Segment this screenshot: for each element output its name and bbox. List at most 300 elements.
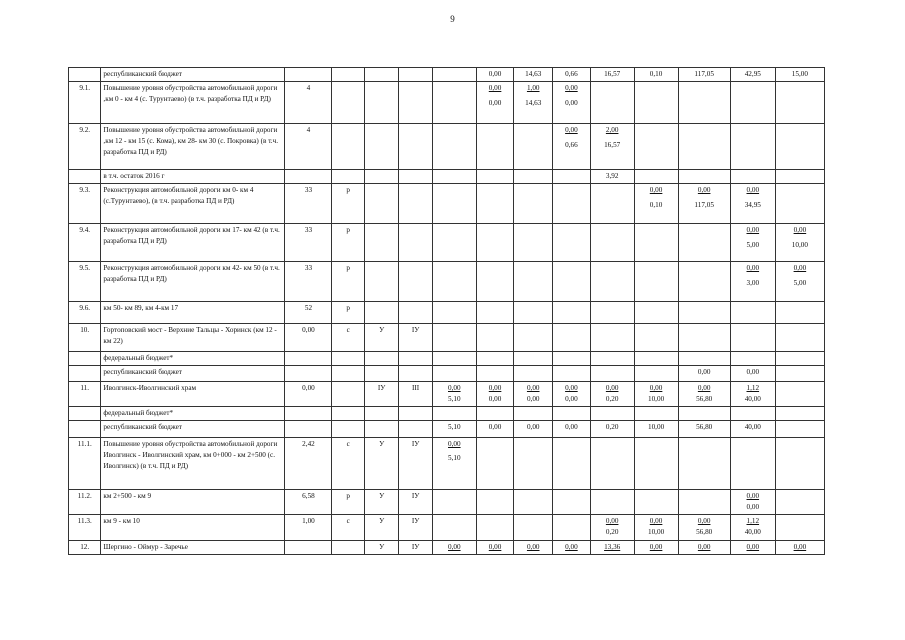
year-value-cell <box>432 438 476 490</box>
year-value-cell <box>476 352 514 366</box>
surface-type: IУ <box>399 515 432 541</box>
length-value <box>285 541 332 555</box>
amount <box>733 439 773 450</box>
surface-type <box>399 366 432 382</box>
amount: 0,00 <box>746 186 760 194</box>
year-value-cell <box>634 407 678 421</box>
work-type: р <box>332 262 364 302</box>
year-value-cell <box>553 224 591 262</box>
year-value-cell <box>553 302 591 324</box>
year-value-cell <box>775 421 824 438</box>
amount <box>637 303 676 314</box>
amount: 10,00 <box>647 423 665 431</box>
object-name: Реконструкция автомобильной дороги км 17- км 42 (в т.ч. разработка ПД и РД) <box>101 224 285 262</box>
year-value-cell <box>590 490 634 515</box>
year-value-cell <box>775 170 824 184</box>
amount <box>435 83 474 94</box>
year-value-cell <box>476 382 514 407</box>
amount <box>778 325 822 336</box>
amount <box>637 225 676 236</box>
object-name: км 2+500 - км 9 <box>101 490 285 515</box>
amount <box>555 502 588 513</box>
amount <box>479 140 512 151</box>
amount: 0,00 <box>565 126 578 134</box>
year-value-cell <box>678 224 730 262</box>
amount <box>681 491 728 502</box>
year-value-cell <box>634 382 678 407</box>
year-value-cell <box>553 170 591 184</box>
row-number: 9.4. <box>69 224 101 262</box>
amount <box>435 516 474 527</box>
amount <box>479 502 512 513</box>
amount <box>479 439 512 450</box>
year-value-cell <box>590 224 634 262</box>
category: У <box>364 515 399 541</box>
amount <box>479 278 512 289</box>
amount <box>516 353 550 364</box>
amount <box>435 491 474 502</box>
amount: 0,10 <box>649 70 663 78</box>
amount <box>681 171 728 182</box>
amount: 0,00 <box>746 264 760 272</box>
object-name: км 50- км 89, км 4-км 17 <box>101 302 285 324</box>
object-name: Шергино - Оймур - Заречье <box>101 541 285 555</box>
length-value: 2,42 <box>285 438 332 490</box>
amount <box>435 303 474 314</box>
amount <box>555 185 588 196</box>
year-value-cell <box>730 352 775 366</box>
table-row <box>69 421 825 438</box>
year-value-cell <box>634 324 678 352</box>
length-value: 4 <box>285 124 332 170</box>
amount: 34,95 <box>744 201 761 209</box>
amount <box>516 263 550 274</box>
amount <box>593 453 632 464</box>
work-type: р <box>332 490 364 515</box>
work-type: р <box>332 224 364 262</box>
surface-type: IУ <box>399 490 432 515</box>
year-value-cell <box>432 407 476 421</box>
year-value-cell <box>775 224 824 262</box>
year-value-cell <box>514 352 553 366</box>
year-value-cell <box>514 170 553 184</box>
amount <box>435 240 474 251</box>
amount <box>516 200 550 211</box>
work-type <box>332 382 364 407</box>
length-value: 52 <box>285 302 332 324</box>
year-value-cell <box>553 352 591 366</box>
year-value-cell <box>775 352 824 366</box>
amount <box>681 125 728 136</box>
object-name: Повышение уровня обустройства автомобильной дороги Иволгинск - Иволгинский храм, км 0+000 - км 2+500 (с. Иволгинск) (в т.ч. ПД и РД) <box>101 438 285 490</box>
amount <box>778 367 822 378</box>
table-row <box>69 515 825 541</box>
amount: 5,10 <box>448 423 461 431</box>
row-number <box>69 170 101 184</box>
amount <box>435 171 474 182</box>
year-value-cell <box>590 366 634 382</box>
year-value-cell <box>432 324 476 352</box>
object-name: республиканский бюджет <box>101 68 285 82</box>
amount <box>681 240 728 251</box>
amount <box>516 439 550 450</box>
year-value-cell <box>432 224 476 262</box>
amount <box>637 171 676 182</box>
amount <box>593 439 632 450</box>
amount: 40,00 <box>744 528 761 536</box>
amount: 0,00 <box>649 517 663 525</box>
year-value-cell <box>432 184 476 224</box>
year-value-cell <box>553 421 591 438</box>
year-value-cell <box>514 407 553 421</box>
object-name: Реконструкция автомобильной дороги км 0- км 4 (с.Турунтаево), (в т.ч. разработка ПД и РД) <box>101 184 285 224</box>
year-value-cell <box>678 541 730 555</box>
amount <box>555 453 588 464</box>
year-value-cell <box>634 124 678 170</box>
amount <box>637 502 676 513</box>
amount <box>435 263 474 274</box>
year-value-cell <box>432 490 476 515</box>
year-value-cell <box>775 262 824 302</box>
year-value-cell <box>775 324 824 352</box>
year-value-cell <box>730 82 775 124</box>
row-number: 10. <box>69 324 101 352</box>
year-value-cell <box>678 366 730 382</box>
amount <box>778 516 822 527</box>
year-value-cell <box>553 124 591 170</box>
year-value-cell <box>730 421 775 438</box>
row-number: 9.6. <box>69 302 101 324</box>
year-value-cell <box>553 382 591 407</box>
year-value-cell <box>476 82 514 124</box>
amount: 0,66 <box>565 70 578 78</box>
year-value-cell <box>476 438 514 490</box>
amount: 0,00 <box>488 84 502 92</box>
surface-type <box>399 421 432 438</box>
table-row <box>69 324 825 352</box>
row-number <box>69 68 101 82</box>
year-value-cell <box>476 262 514 302</box>
amount <box>637 83 676 94</box>
category <box>364 366 399 382</box>
row-number <box>69 366 101 382</box>
year-value-cell <box>432 262 476 302</box>
length-value: 6,58 <box>285 490 332 515</box>
year-value-cell <box>775 366 824 382</box>
amount <box>555 527 588 538</box>
amount <box>637 439 676 450</box>
amount: 0,00 <box>793 226 807 234</box>
amount: 0,00 <box>746 492 760 500</box>
year-value-cell <box>476 421 514 438</box>
year-value-cell <box>775 407 824 421</box>
surface-type <box>399 68 432 82</box>
amount <box>778 83 822 94</box>
amount <box>593 303 632 314</box>
amount <box>516 278 550 289</box>
object-name: Повышение уровня обустройства автомобильной дороги ,км 0 - км 4 (с. Турунтаево) (в т.ч. разработка ПД и РД) <box>101 82 285 124</box>
year-value-cell <box>634 170 678 184</box>
year-value-cell <box>476 302 514 324</box>
amount <box>733 98 773 109</box>
amount: 1,12 <box>746 517 760 525</box>
year-value-cell <box>432 302 476 324</box>
amount <box>681 325 728 336</box>
amount: 16,57 <box>604 70 621 78</box>
year-value-cell <box>678 407 730 421</box>
table-row <box>69 124 825 170</box>
amount <box>778 353 822 364</box>
year-value-cell <box>730 490 775 515</box>
amount <box>516 408 550 419</box>
category <box>364 170 399 184</box>
amount <box>593 491 632 502</box>
table-row <box>69 82 825 124</box>
year-value-cell <box>730 366 775 382</box>
amount <box>593 263 632 274</box>
surface-type <box>399 262 432 302</box>
year-value-cell <box>775 541 824 555</box>
work-type <box>332 82 364 124</box>
amount <box>435 367 474 378</box>
amount <box>435 200 474 211</box>
amount <box>593 225 632 236</box>
amount <box>516 367 550 378</box>
amount <box>516 516 550 527</box>
table-row <box>69 407 825 421</box>
amount: 0,00 <box>565 99 578 107</box>
object-name: Реконструкция автомобильной дороги км 42- км 50 (в т.ч. разработка ПД и РД) <box>101 262 285 302</box>
object-name: федеральный бюджет* <box>101 352 285 366</box>
year-value-cell <box>730 68 775 82</box>
length-value: 1,00 <box>285 515 332 541</box>
amount <box>778 422 822 433</box>
year-value-cell <box>432 124 476 170</box>
year-value-cell <box>590 170 634 184</box>
amount <box>733 171 773 182</box>
amount: 117,05 <box>694 70 714 78</box>
amount <box>593 83 632 94</box>
amount <box>637 263 676 274</box>
work-type <box>332 124 364 170</box>
amount <box>637 353 676 364</box>
year-value-cell <box>730 382 775 407</box>
amount <box>479 200 512 211</box>
amount <box>733 125 773 136</box>
surface-type: IУ <box>399 541 432 555</box>
amount: 1,12 <box>746 384 760 392</box>
row-number: 12. <box>69 541 101 555</box>
category <box>364 262 399 302</box>
amount <box>516 502 550 513</box>
amount: 1,00 <box>526 84 540 92</box>
work-type: р <box>332 302 364 324</box>
year-value-cell <box>634 421 678 438</box>
table-row <box>69 68 825 82</box>
year-value-cell <box>678 438 730 490</box>
year-value-cell <box>514 124 553 170</box>
year-value-cell <box>476 515 514 541</box>
year-value-cell <box>678 124 730 170</box>
length-value <box>285 421 332 438</box>
amount <box>778 383 822 394</box>
amount <box>778 140 822 151</box>
amount: 56,80 <box>696 528 713 536</box>
amount: 0,00 <box>649 186 663 194</box>
year-value-cell <box>634 490 678 515</box>
year-value-cell <box>432 366 476 382</box>
amount: 0,00 <box>448 384 461 392</box>
year-value-cell <box>476 366 514 382</box>
surface-type <box>399 124 432 170</box>
table-row <box>69 170 825 184</box>
amount: 0,00 <box>448 543 461 551</box>
work-type: р <box>332 184 364 224</box>
amount: 0,00 <box>649 384 663 392</box>
year-value-cell <box>730 224 775 262</box>
table-row <box>69 352 825 366</box>
year-value-cell <box>514 262 553 302</box>
amount: 0,00 <box>649 543 663 551</box>
year-value-cell <box>590 352 634 366</box>
amount: 0,00 <box>565 423 578 431</box>
year-value-cell <box>678 382 730 407</box>
year-value-cell <box>590 421 634 438</box>
amount <box>479 491 512 502</box>
amount <box>479 171 512 182</box>
year-value-cell <box>514 515 553 541</box>
budget-table <box>68 67 825 555</box>
surface-type <box>399 302 432 324</box>
year-value-cell <box>775 490 824 515</box>
category: IУ <box>364 382 399 407</box>
object-name: в т.ч. остаток 2016 г <box>101 170 285 184</box>
amount <box>778 303 822 314</box>
category <box>364 421 399 438</box>
amount <box>681 98 728 109</box>
year-value-cell <box>432 170 476 184</box>
amount: 10,00 <box>791 241 808 249</box>
amount <box>555 367 588 378</box>
year-value-cell <box>775 184 824 224</box>
year-value-cell <box>730 184 775 224</box>
year-value-cell <box>634 541 678 555</box>
amount <box>555 263 588 274</box>
category: У <box>364 490 399 515</box>
surface-type <box>399 224 432 262</box>
amount <box>778 98 822 109</box>
category <box>364 224 399 262</box>
amount <box>637 140 676 151</box>
category: У <box>364 438 399 490</box>
amount <box>681 225 728 236</box>
year-value-cell <box>634 262 678 302</box>
year-value-cell <box>476 124 514 170</box>
category <box>364 302 399 324</box>
work-type: с <box>332 438 364 490</box>
amount <box>593 278 632 289</box>
amount: 0,00 <box>565 395 578 403</box>
amount <box>479 240 512 251</box>
amount <box>593 325 632 336</box>
surface-type <box>399 82 432 124</box>
year-value-cell <box>775 68 824 82</box>
year-value-cell <box>730 515 775 541</box>
amount: 5,10 <box>448 395 461 403</box>
row-number: 11.2. <box>69 490 101 515</box>
length-value: 0,00 <box>285 382 332 407</box>
year-value-cell <box>678 262 730 302</box>
amount <box>681 453 728 464</box>
amount: 0,00 <box>697 517 711 525</box>
amount: 0,00 <box>488 395 502 403</box>
year-value-cell <box>590 324 634 352</box>
amount <box>479 125 512 136</box>
work-type <box>332 170 364 184</box>
surface-type <box>399 170 432 184</box>
amount <box>637 240 676 251</box>
year-value-cell <box>678 490 730 515</box>
work-type <box>332 366 364 382</box>
year-value-cell <box>678 352 730 366</box>
surface-type: III <box>399 382 432 407</box>
amount <box>681 439 728 450</box>
year-value-cell <box>775 302 824 324</box>
amount <box>435 225 474 236</box>
amount <box>435 353 474 364</box>
amount <box>681 263 728 274</box>
amount <box>637 125 676 136</box>
amount: 117,05 <box>694 201 714 209</box>
year-value-cell <box>634 68 678 82</box>
amount <box>681 83 728 94</box>
length-value <box>285 68 332 82</box>
amount: 0,00 <box>697 368 711 376</box>
year-value-cell <box>553 82 591 124</box>
amount <box>516 171 550 182</box>
year-value-cell <box>476 541 514 555</box>
year-value-cell <box>432 382 476 407</box>
year-value-cell <box>432 421 476 438</box>
amount <box>435 325 474 336</box>
amount <box>435 185 474 196</box>
surface-type <box>399 352 432 366</box>
year-value-cell <box>590 184 634 224</box>
year-value-cell <box>432 541 476 555</box>
category <box>364 352 399 366</box>
amount <box>778 125 822 136</box>
amount <box>435 98 474 109</box>
year-value-cell <box>590 541 634 555</box>
category <box>364 184 399 224</box>
amount <box>435 69 474 80</box>
year-value-cell <box>514 184 553 224</box>
year-value-cell <box>553 438 591 490</box>
year-value-cell <box>476 68 514 82</box>
amount <box>516 240 550 251</box>
year-value-cell <box>590 382 634 407</box>
table-row <box>69 184 825 224</box>
amount <box>435 140 474 151</box>
amount <box>555 408 588 419</box>
year-value-cell <box>634 366 678 382</box>
amount: 2,00 <box>605 126 619 134</box>
amount <box>733 325 773 336</box>
year-value-cell <box>514 421 553 438</box>
amount <box>435 278 474 289</box>
year-value-cell <box>775 438 824 490</box>
amount <box>681 502 728 513</box>
